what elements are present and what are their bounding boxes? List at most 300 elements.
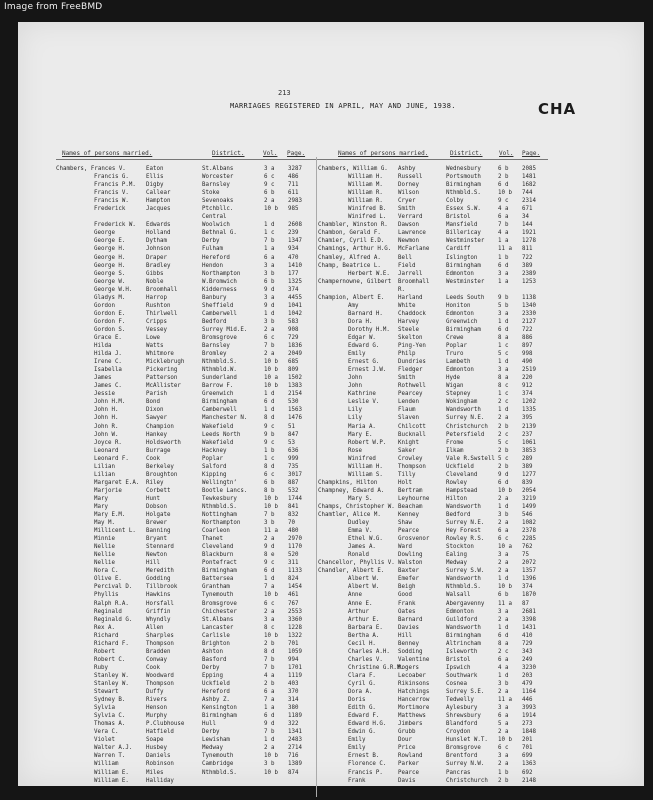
register-entry [56,591,316,599]
entry-page: 374 [522,391,533,398]
entry-district: Vale R.Swstell [446,455,495,462]
entry-spouse: R. [398,286,405,293]
entry-district: Sunderland [202,375,237,382]
entry-spouse: Hatchings [398,689,430,696]
entry-name: Hilda J. [94,351,122,358]
register-entry [56,342,316,350]
entry-district: Honiton [446,302,471,309]
entry-name: Sylvia C. [94,713,126,720]
entry-district: Cardiff [446,246,471,253]
entry-name: Edward H.G. [348,721,387,728]
entry-page: 53 [288,439,295,446]
entry-vol: 1 a [264,246,275,253]
entry-spouse: Rowland [398,753,423,760]
entry-name: Rex A. [94,624,115,631]
entry-page: 2314 [522,198,536,205]
entry-vol: 1 d [264,391,275,398]
entry-name: Lily [348,415,362,422]
entry-page: 1870 [522,592,536,599]
entry-spouse: Rushton [146,302,171,309]
entry-name: John [348,383,362,390]
register-entry [318,479,550,487]
entry-spouse: Cryer [398,198,416,205]
register-entry [318,736,550,744]
register-entry [56,567,316,575]
entry-vol: 3 b [264,520,275,527]
entry-name: Thomas A. [94,721,126,728]
entry-spouse: Thirlwell [146,310,178,317]
register-entry [56,286,316,294]
entry-vol: 2 a [498,415,509,422]
entry-vol: 2 a [498,761,509,768]
right-header-page: Page. [522,150,541,157]
entry-district: Cambridge [202,761,234,768]
register-entry [56,447,316,455]
entry-name: Grace E. [94,334,122,341]
entry-spouse: Eaton [146,166,164,172]
entry-district: Uckfield [446,463,474,470]
entry-district: Edmonton [446,270,474,277]
entry-vol: 2 c [498,399,509,406]
entry-page: 912 [522,383,533,390]
entry-district: Barnsley [202,182,230,189]
register-entry [56,398,316,406]
entry-spouse: Banning [146,528,171,535]
entry-vol: 6 c [498,745,509,752]
entry-page: 1383 [288,383,302,390]
entry-page: 1170 [288,544,302,551]
entry-page: 1341 [288,729,302,736]
entry-vol: 3 a [498,367,509,374]
entry-name: Nora C. [94,568,119,575]
right-header-vol: Vol. [499,150,514,157]
entry-spouse: Jarrell [398,270,423,277]
entry-vol: 10 b [498,584,512,591]
entry-district: Bootle Lancs. [202,487,248,494]
entry-name: Ralph R.A. [94,600,129,607]
entry-page: 1322 [288,632,302,639]
register-entry [318,213,550,221]
entry-page: 767 [288,600,299,607]
entry-vol: 2 b [264,640,275,647]
entry-district: Birmingham [446,182,481,189]
register-entry [318,342,550,350]
entry-vol: 6 a [498,528,509,535]
entry-page: 1701 [288,664,302,671]
entry-name: Chambers, Frances V. [56,166,126,172]
register-entry [56,254,316,262]
entry-vol: 3 b [498,512,509,519]
entry-vol: 9 b [498,294,509,301]
entry-name: James [94,375,112,382]
entry-name: Albert W. [348,576,380,583]
register-entry [56,165,316,173]
entry-name: Mary E.M. [94,512,126,519]
register-entry [318,640,550,648]
entry-district: Brentford [446,753,478,760]
register-entry [56,688,316,696]
entry-vol: 6 a [498,214,509,221]
entry-vol: 3 b [264,318,275,325]
entry-district: Cleveland [202,544,234,551]
entry-spouse: Horsfall [146,600,174,607]
register-entry [56,720,316,728]
entry-spouse: Hill [146,560,160,567]
entry-name: Champ, Beatrice L. [318,262,381,269]
register-entry [56,519,316,527]
entry-vol: 2 a [498,520,509,527]
entry-spouse: Cook [146,664,160,671]
entry-vol: 11 a [498,246,512,253]
entry-spouse: Grubb [398,729,416,736]
entry-name: Chambon, Gerald F. [318,230,381,237]
entry-name: Arthur E. [348,616,380,623]
entry-spouse: Draper [146,254,167,261]
entry-vol: 5 c [498,455,509,462]
register-entry [56,262,316,270]
entry-district: Walsall [446,592,471,599]
register-entry [56,423,316,431]
entry-spouse: Holland [146,230,171,237]
entry-page: 479 [522,681,533,687]
entry-spouse: Thompson [146,640,174,647]
entry-page: 611 [288,190,299,197]
entry-district: St.Albans [202,166,234,172]
entry-spouse: Ashby [398,166,416,172]
entry-vol: 7 a [264,697,275,704]
register-entry [56,245,316,253]
entry-vol: 6 b [264,190,275,197]
register-entry [318,278,550,286]
register-entry [56,439,316,447]
entry-page: 395 [522,415,533,422]
entry-district: Blackburn [202,552,234,559]
entry-name: Stewart [94,689,119,696]
register-entry [318,358,550,366]
entry-spouse: McAllister [146,383,181,390]
entry-name: Anne [348,592,362,599]
entry-spouse: Bertram [398,487,423,494]
entry-district: Surrey S.E. [446,689,485,696]
entry-name: George E. [94,238,126,245]
entry-spouse: Chilcott [398,423,426,430]
entry-page: 2285 [522,536,536,543]
register-entry [318,165,550,173]
entry-vol: 10 b [264,769,278,776]
register-entry [318,487,550,495]
entry-name: Winifred B. [348,206,387,213]
entry-name: Champion, Albert E. [318,294,385,301]
register-entry [56,752,316,760]
entry-district: Bedford [446,512,471,519]
entry-page: 744 [522,190,533,197]
entry-district: Barnsley [202,343,230,350]
entry-vol: 6 a [498,713,509,720]
entry-name: Clara F. [348,672,376,679]
entry-vol: 4 a [498,230,509,237]
entry-spouse: Dorney [398,182,419,189]
entry-spouse: Valentine [398,656,430,663]
entry-name: Ruby [94,664,108,671]
entry-spouse: Ward [398,544,412,551]
entry-spouse: Philp [398,351,416,358]
entry-district: Nthmbld.S. [202,503,237,510]
entry-name: Leonard [94,447,119,454]
entry-page: 1340 [522,302,536,309]
entry-spouse: Dixon [146,407,164,414]
entry-vol: 1 a [498,238,509,245]
register-entry [318,181,550,189]
entry-name: Mary [94,503,108,510]
register-entry [318,632,550,640]
entry-name: Frank [348,777,366,784]
entry-spouse: Broomhall [398,278,430,285]
entry-district: Surrey N.W. [446,761,485,768]
entry-district: Ashton [202,648,223,655]
entry-spouse: Smith [398,206,416,213]
entry-page: 809 [288,367,299,374]
entry-district: Birmingham [202,568,237,575]
entry-name: Barnard H. [348,310,383,317]
entry-district: Northampton [202,520,241,527]
entry-district: Cosnea [446,681,467,687]
entry-vol: 10 b [264,367,278,374]
entry-spouse: Walston [398,560,423,567]
entry-page: 1476 [288,415,302,422]
entry-name: Gladys M. [94,294,126,301]
entry-district: Rowley R.S. [446,536,485,543]
entry-name: May M. [94,520,115,527]
entry-spouse: Ellis [146,174,164,181]
entry-spouse: Lenden [398,399,419,406]
entry-district: Thanet [202,536,223,543]
page-number: 213 [278,89,291,97]
entry-district: Hyde [446,375,460,382]
entry-page: 2970 [288,536,302,543]
entry-spouse: Robinson [146,761,174,768]
entry-spouse: Hawkins [146,592,171,599]
entry-page: 389 [522,262,533,269]
register-entry [56,704,316,712]
entry-vol: 1 c [498,391,509,398]
entry-district: Aylesbury [446,705,478,712]
entry-page: 220 [522,375,533,382]
register-entry [318,390,550,398]
entry-district: Westminster [446,238,485,245]
entry-spouse: Lecoaber [398,672,426,679]
entry-page: 874 [288,769,299,776]
entry-spouse: Good [398,592,412,599]
entry-district: Brighton [202,640,230,647]
entry-spouse: Ping-Yen [398,343,426,350]
entry-name: Stanley W. [94,672,129,679]
entry-vol: 10 b [264,206,278,213]
entry-spouse: Thompson [398,463,426,470]
entry-district: Kidderness [202,286,237,293]
entry-vol: 1 b [498,769,509,776]
entry-name: John H. [94,407,119,414]
entry-district: Edmonton [446,310,474,317]
entry-district: Birmingham [202,399,237,406]
entry-spouse: Newmon [398,238,419,245]
entry-vol: 9 d [264,302,275,309]
entry-spouse: Davies [398,624,419,631]
entry-spouse: Bryant [146,536,167,543]
entry-spouse: Hill [398,632,412,639]
entry-name: Stanley W. [94,681,129,687]
register-entry [56,664,316,672]
entry-name: Leonard F. [94,455,129,462]
entry-district: Medway [446,560,467,567]
entry-vol: 4 a [498,664,509,671]
register-entry [318,334,550,342]
entry-district: Westminster [446,278,485,285]
entry-spouse: Harvey [398,318,419,325]
entry-page: 2148 [522,777,536,784]
entry-page: 520 [288,552,299,559]
entry-vol: 2 a [264,536,275,543]
entry-vol: 6 a [264,689,275,696]
entry-name: Jessie [94,391,115,398]
entry-page: 1041 [288,302,302,309]
entry-vol: 1 d [264,222,275,229]
entry-page: 1563 [288,407,302,414]
entry-name: Margaret E.A. [94,479,140,486]
entry-vol: 6 a [498,656,509,663]
entry-spouse: Lawrence [398,230,426,237]
entry-district: Mansfield [446,222,478,229]
entry-name: William E. [94,777,129,784]
register-entry [56,390,316,398]
register-entry [318,374,550,382]
entry-spouse: Godding [146,576,171,583]
entry-district: Surrey N.E. [446,415,485,422]
register-entry [56,374,316,382]
entry-spouse: Whitmore [146,351,174,358]
register-entry [318,760,550,768]
entry-name: Maria A. [348,423,376,430]
register-entry [56,334,316,342]
entry-district: Birmingham [446,326,481,333]
entry-vol: 3 a [264,294,275,301]
entry-vol: 3 a [498,753,509,760]
entry-district: Wandsworth [446,407,481,414]
entry-name: Florence C. [348,761,387,768]
entry-name: Herbert W.E. [348,270,390,277]
register-entry [56,777,316,785]
entry-page: 1389 [288,761,302,768]
entry-spouse: Baxter [398,568,419,575]
entry-name: Barbara E. [348,624,383,631]
entry-spouse: Pearcey [398,391,423,398]
register-entry [318,294,550,302]
entry-district: Petersfield [446,431,485,438]
entry-page: 203 [522,672,533,679]
entry-spouse: Steele [398,326,419,333]
entry-page: 3219 [522,495,536,502]
entry-spouse: Slaven [398,415,419,422]
entry-spouse: Callear [146,190,171,197]
register-entry [56,302,316,310]
entry-spouse: Duffy [146,689,164,696]
register-entry [56,624,316,632]
entry-name: George W.H. [94,286,133,293]
entry-page: 1335 [522,407,536,414]
entry-district: Truro [446,351,464,358]
entry-vol: 9 c [264,182,275,189]
entry-page: 1189 [288,713,302,720]
entry-district: Greenwich [202,391,234,398]
entry-district: Hey Forest [446,528,481,535]
register-entry [318,656,550,664]
entry-name: Ernest G. [348,359,380,366]
entry-vol: 1 b [498,254,509,261]
entry-vol: 6 d [498,632,509,639]
register-entry [56,760,316,768]
entry-name: John [348,375,362,382]
entry-spouse: Micklebrugh [146,359,185,366]
register-entry [56,769,316,777]
entry-page: 461 [288,592,299,599]
entry-name: George H. [94,246,126,253]
entry-vol: 2 b [498,777,509,784]
entry-name: John H.M. [94,399,126,406]
register-entry [318,583,550,591]
entry-vol: 4 a [264,672,275,679]
entry-name: Emily [348,737,366,744]
entry-spouse: Russell [398,174,423,181]
entry-spouse: Daniels [146,753,171,760]
entry-spouse: Dobson [146,503,167,510]
entry-vol: 9 c [264,439,275,446]
entry-page: 887 [288,479,299,486]
entry-page: 1228 [288,624,302,631]
register-entry [318,567,550,575]
entry-vol: 2 b [264,681,275,687]
entry-spouse: Rothwell [398,383,426,390]
entry-spouse: Saker [398,447,416,454]
entry-district: Bromley [202,351,227,358]
register-entry [318,495,550,503]
entry-vol: 9 c [498,198,509,205]
entry-vol: 6 d [264,568,275,575]
entry-name: Vera C. [94,729,119,736]
entry-district: Lambeth [446,359,471,366]
entry-name: Chandler, Albert E. [318,568,385,575]
register-entry [56,382,316,390]
entry-spouse: Vessey [146,326,167,333]
entry-district: Wandsworth [446,503,481,510]
page-heading: MARRIAGES REGISTERED IN APRIL, MAY AND JUNE, 1938. [230,102,456,110]
entry-district: Basford [202,656,227,663]
entry-district: Bedford [202,318,227,325]
column-divider [316,157,317,797]
register-entry [56,551,316,559]
entry-vol: 2 a [264,326,275,333]
entry-vol: 2 a [264,351,275,358]
entry-vol: 10 b [264,383,278,390]
entry-district: Ptchbllc. [202,206,234,213]
entry-vol: 3 b [498,681,509,687]
entry-page: 839 [522,479,533,486]
entry-page: 2519 [522,367,536,374]
entry-page: 729 [522,640,533,647]
entry-page: 711 [288,182,299,189]
entry-spouse: Brewer [146,520,167,527]
entry-spouse: Hatfield [146,729,174,736]
entry-spouse: Conway [146,656,167,663]
entry-district: Lewisham [202,737,230,744]
